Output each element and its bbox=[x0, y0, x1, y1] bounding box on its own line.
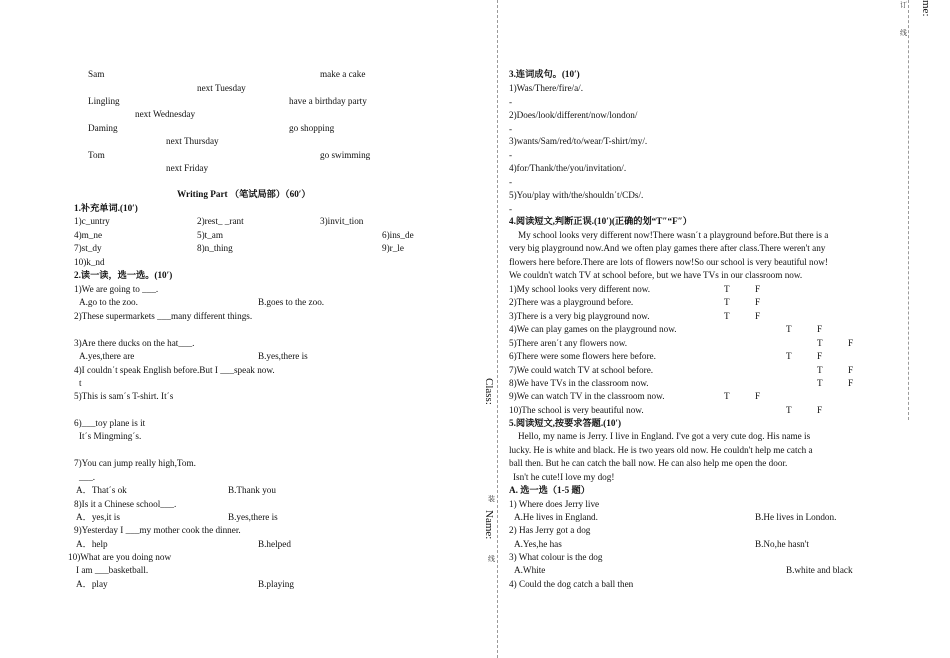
match-activity: go swimming bbox=[320, 150, 371, 160]
tf-false: F bbox=[817, 405, 823, 415]
passage-line: flowers here before.There are lots of flowers now!So our school is very beautiful now! bbox=[509, 257, 828, 267]
option-b: B.playing bbox=[258, 579, 294, 589]
scrambled-sentence: 2)Does/look/different/now/london/ bbox=[509, 110, 638, 120]
option-b: B.He lives in London. bbox=[755, 512, 837, 522]
binding-mark-zhuang: 装 bbox=[488, 495, 495, 503]
tf-true: T bbox=[817, 365, 823, 375]
word-item: 5)t_am bbox=[197, 230, 224, 240]
match-name: Lingling bbox=[88, 96, 120, 106]
question-line: 7)You can jump really high,Tom. bbox=[74, 458, 196, 468]
match-name: Tom bbox=[88, 150, 105, 160]
answer-mark: - bbox=[509, 150, 513, 160]
tf-statement: 7)We could watch TV at school before. bbox=[509, 365, 654, 375]
question-line: 8)Is it a Chinese school___. bbox=[74, 499, 177, 509]
word-item: 10)k_nd bbox=[74, 257, 105, 267]
tf-true: T bbox=[817, 338, 823, 348]
match-day: next Thursday bbox=[166, 136, 219, 146]
match-day: next Tuesday bbox=[197, 83, 246, 93]
word-item: 9)r_le bbox=[382, 243, 404, 253]
word-item: 8)n_thing bbox=[197, 243, 233, 253]
option-a: A．play bbox=[76, 579, 108, 589]
scrambled-sentence: 1)Was/There/fire/a/. bbox=[509, 83, 583, 93]
option-a: A.White bbox=[514, 565, 546, 575]
passage-line: Isn't he cute!I love my dog! bbox=[513, 472, 615, 482]
tf-true: T bbox=[786, 351, 792, 361]
tf-statement: 4)We can play games on the playground now. bbox=[509, 324, 677, 334]
name-label-right: me: bbox=[920, 0, 932, 17]
passage-line: very big playground now.And we often play games there after class.There weren't any bbox=[509, 243, 826, 253]
binding-line-right bbox=[908, 0, 909, 420]
tf-true: T bbox=[724, 391, 730, 401]
tf-false: F bbox=[848, 365, 854, 375]
match-activity: have a birthday party bbox=[289, 96, 367, 106]
tf-false: F bbox=[817, 351, 823, 361]
tf-statement: 6)There were some flowers here before. bbox=[509, 351, 656, 361]
question-line: t bbox=[79, 378, 82, 388]
question-line: 2) Has Jerry got a dog bbox=[509, 525, 591, 535]
passage-line: ball then. But he can catch the ball now. He can also help me open the door. bbox=[509, 458, 788, 468]
question-line: 9)Yesterday I ___my mother cook the dinner. bbox=[74, 525, 241, 535]
word-item: 3)invit_tion bbox=[320, 216, 364, 226]
match-name: Sam bbox=[88, 69, 105, 79]
word-item: 2)rest_ _rant bbox=[197, 216, 244, 226]
section-3-heading: 3.连词成句。(10′) bbox=[509, 69, 580, 79]
tf-statement: 9)We can watch TV in the classroom now. bbox=[509, 391, 665, 401]
tf-statement: 3)There is a very big playground now. bbox=[509, 311, 650, 321]
word-item: 1)c_untry bbox=[74, 216, 110, 226]
tf-true: T bbox=[786, 405, 792, 415]
word-item: 6)ins_de bbox=[382, 230, 414, 240]
tf-false: F bbox=[755, 391, 761, 401]
passage-line: We couldn't watch TV at school before, but we have TVs in our classroom now. bbox=[509, 270, 803, 280]
option-b: B.goes to the zoo. bbox=[258, 297, 325, 307]
tf-true: T bbox=[817, 378, 823, 388]
option-b: B.helped bbox=[258, 539, 291, 549]
name-label: Name: bbox=[483, 510, 495, 540]
binding-mark-xian: 线 bbox=[488, 555, 495, 563]
answer-mark: - bbox=[509, 97, 513, 107]
option-b: B.Thank you bbox=[228, 485, 276, 495]
question-line: 3) What colour is the dog bbox=[509, 552, 603, 562]
tf-true: T bbox=[724, 297, 730, 307]
question-line: I am ___basketball. bbox=[76, 565, 149, 575]
section-2-heading: 2.读一读，选一选。(10′) bbox=[74, 270, 173, 280]
answer-mark: - bbox=[509, 204, 513, 214]
word-item: 4)m_ne bbox=[74, 230, 103, 240]
match-day: next Friday bbox=[166, 163, 209, 173]
binding-line-middle bbox=[497, 0, 498, 658]
section-4-heading: 4.阅读短文,判断正误.(10′)(正确的划“T″“F″） bbox=[509, 216, 692, 226]
writing-part-title: Writing Part （笔试局部）（60′） bbox=[177, 189, 311, 199]
tf-statement: 1)My school looks very different now. bbox=[509, 284, 651, 294]
scrambled-sentence: 4)for/Thank/the/you/invitation/. bbox=[509, 163, 627, 173]
tf-true: T bbox=[724, 311, 730, 321]
part-a-heading: A. 选一选（1-5 题） bbox=[509, 485, 590, 495]
question-line: 3)Are there ducks on the hat___. bbox=[74, 338, 195, 348]
option-b: B.No,he hasn't bbox=[755, 539, 809, 549]
question-line: 5)This is sam΄s T-shirt. It΄s bbox=[74, 391, 174, 401]
question-line: 2)These supermarkets ___many different things. bbox=[74, 311, 253, 321]
match-day: next Wednesday bbox=[135, 109, 196, 119]
tf-statement: 2)There was a playground before. bbox=[509, 297, 634, 307]
option-a: A．That΄s ok bbox=[76, 485, 127, 495]
binding-mark-xian-right: 线 bbox=[900, 29, 907, 37]
question-line: 4) Could the dog catch a ball then bbox=[509, 579, 634, 589]
tf-statement: 8)We have TVs in the classroom now. bbox=[509, 378, 649, 388]
passage-line: Hello, my name is Jerry. I live in England. I've got a very cute dog. His name is bbox=[518, 431, 811, 441]
question-line: 1) Where does Jerry live bbox=[509, 499, 600, 509]
tf-false: F bbox=[755, 284, 761, 294]
tf-true: T bbox=[786, 324, 792, 334]
tf-false: F bbox=[848, 378, 854, 388]
section-5-heading: 5.阅读短文,按要求答题.(10′) bbox=[509, 418, 622, 428]
answer-mark: - bbox=[509, 177, 513, 187]
option-a: A.Yes,he has bbox=[514, 539, 562, 549]
option-b: B.yes,there is bbox=[228, 512, 278, 522]
question-line: 6)___toy plane is it bbox=[74, 418, 146, 428]
tf-false: F bbox=[755, 311, 761, 321]
option-b: B.yes,there is bbox=[258, 351, 308, 361]
passage-line: My school looks very different now!There wasn΄t a playground before.But there is a bbox=[518, 230, 829, 240]
tf-false: F bbox=[755, 297, 761, 307]
scrambled-sentence: 5)You/play with/the/shouldn΄t/CDs/. bbox=[509, 190, 644, 200]
match-activity: go shopping bbox=[289, 123, 335, 133]
class-label: Class: bbox=[483, 378, 495, 405]
tf-false: F bbox=[817, 324, 823, 334]
scrambled-sentence: 3)wants/Sam/red/to/wear/T-shirt/my/. bbox=[509, 136, 648, 146]
question-line: 1)We are going to ___. bbox=[74, 284, 159, 294]
option-b: B.white and black bbox=[786, 565, 853, 575]
answer-mark: - bbox=[509, 124, 513, 134]
option-a: A．yes,it is bbox=[76, 512, 120, 522]
match-activity: make a cake bbox=[320, 69, 366, 79]
word-item: 7)st_dy bbox=[74, 243, 102, 253]
option-a: A．help bbox=[76, 539, 108, 549]
question-line: It΄s Mingming΄s. bbox=[79, 431, 142, 441]
question-line: 4)I couldn΄t speak English before.But I ___speak now. bbox=[74, 365, 275, 375]
section-1-heading: 1.补充单词.(10′) bbox=[74, 203, 138, 213]
tf-statement: 5)There aren΄t any flowers now. bbox=[509, 338, 628, 348]
match-name: Daming bbox=[88, 123, 118, 133]
option-a: A.He lives in England. bbox=[514, 512, 598, 522]
binding-mark-ding: 订 bbox=[900, 1, 907, 9]
passage-line: lucky. He is white and black. He is two years old now. He couldn't help me catch a bbox=[509, 445, 813, 455]
tf-false: F bbox=[848, 338, 854, 348]
question-line: 10)What are you doing now bbox=[68, 552, 172, 562]
option-a: A.go to the zoo. bbox=[79, 297, 138, 307]
question-line: ___. bbox=[79, 472, 96, 482]
option-a: A.yes,there are bbox=[79, 351, 135, 361]
tf-true: T bbox=[724, 284, 730, 294]
tf-statement: 10)The school is very beautiful now. bbox=[509, 405, 644, 415]
